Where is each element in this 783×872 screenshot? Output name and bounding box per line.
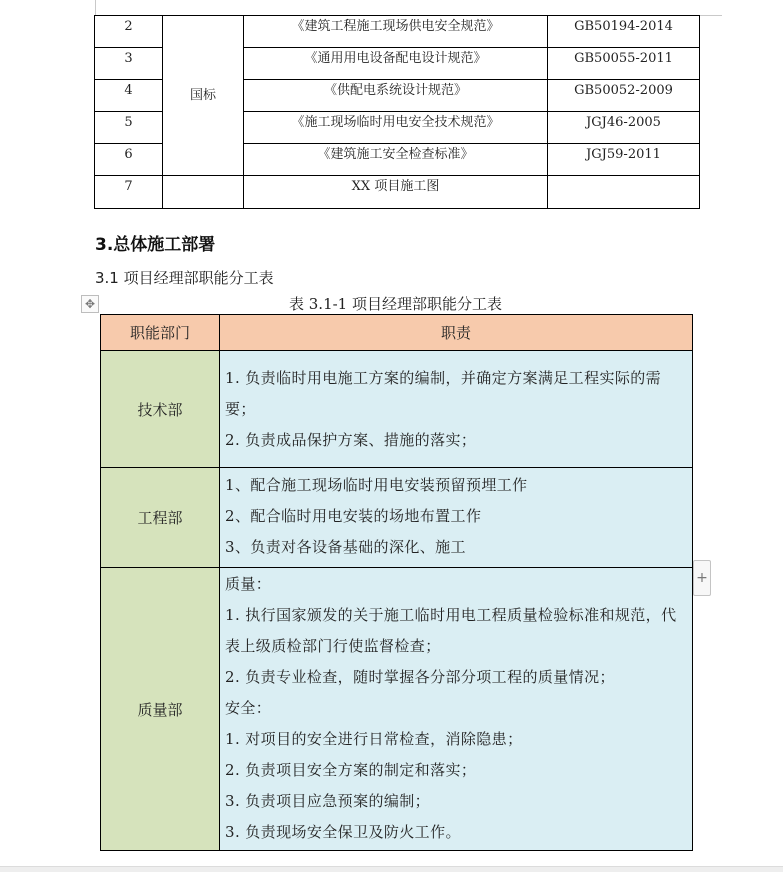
page-margin-mark [700,15,722,16]
duties-cell [220,351,693,468]
table-header-row [101,315,693,351]
empty-cell [163,176,244,209]
duty-line: 2. 负责专业检查，随时掌握各分部分项工程的质量情况； [225,668,615,686]
standard-code: GB50052-2009 [548,80,700,112]
header-duties: 职责 [220,315,693,351]
standard-name: 《供配电系统设计规范》 [244,80,548,112]
header-dept: 职能部门 [101,315,220,351]
duty-line: 3、负责对各设备基础的深化、施工 [225,538,466,556]
table-row [101,468,693,568]
duty-line: 质量： [225,575,272,593]
standard-code: JGJ59-2011 [548,144,700,176]
row-number: 6 [95,144,163,176]
table-row [95,176,700,209]
duties-cell [220,568,693,851]
table-row [101,568,693,851]
duties-cell [220,468,693,568]
duty-line: 2. 负责成品保护方案、措施的落实； [225,431,477,449]
duty-table [100,314,693,851]
standard-code [548,176,700,209]
page-bottom-edge [0,866,783,872]
duty-line: 1. 执行国家颁发的关于施工临时用电工程质量检验标准和规范，代表上级质检部门行使监督检查； [225,606,677,655]
duty-line: 1、配合施工现场临时用电安装预留预埋工作 [225,476,528,494]
duty-line: 1. 对项目的安全进行日常检查，消除隐患； [225,730,523,748]
duty-line: 安全： [225,699,272,717]
row-number: 4 [95,80,163,112]
standards-table [94,15,700,209]
page-margin-mark [95,0,96,15]
duty-line: 2、配合临时用电安装的场地布置工作 [225,507,482,525]
dept-cell: 质量部 [101,568,220,851]
table-move-handle-icon[interactable]: ✥ [81,295,99,313]
row-number: 2 [95,16,163,48]
row-number: 5 [95,112,163,144]
duty-line: 3. 负责项目应急预案的编制； [225,792,431,810]
standard-code: JGJ46-2005 [548,112,700,144]
subsection-heading: 3.1 项目经理部职能分工表 [95,269,274,287]
standard-name: 《施工现场临时用电安全技术规范》 [244,112,548,144]
duty-line: 3. 负责现场安全保卫及防火工作。 [225,823,461,841]
dept-cell: 工程部 [101,468,220,568]
dept-cell: 技术部 [101,351,220,468]
add-row-plus-icon[interactable]: + [693,560,711,596]
table-row [95,16,700,48]
standard-name: XX 项目施工图 [244,176,548,209]
standard-code: GB50055-2011 [548,48,700,80]
category-cell: 国标 [163,16,244,176]
duty-line: 1. 负责临时用电施工方案的编制，并确定方案满足工程实际的需要； [225,369,662,418]
standard-name: 《通用用电设备配电设计规范》 [244,48,548,80]
row-number: 3 [95,48,163,80]
standard-name: 《建筑施工安全检查标准》 [244,144,548,176]
row-number: 7 [95,176,163,209]
duty-line: 2. 负责项目安全方案的制定和落实； [225,761,477,779]
standard-name: 《建筑工程施工现场供电安全规范》 [244,16,548,48]
section-heading: 3.总体施工部署 [95,235,216,255]
table-caption: 表 3.1-1 项目经理部职能分工表 [288,295,502,313]
table-row [101,351,693,468]
standard-code: GB50194-2014 [548,16,700,48]
